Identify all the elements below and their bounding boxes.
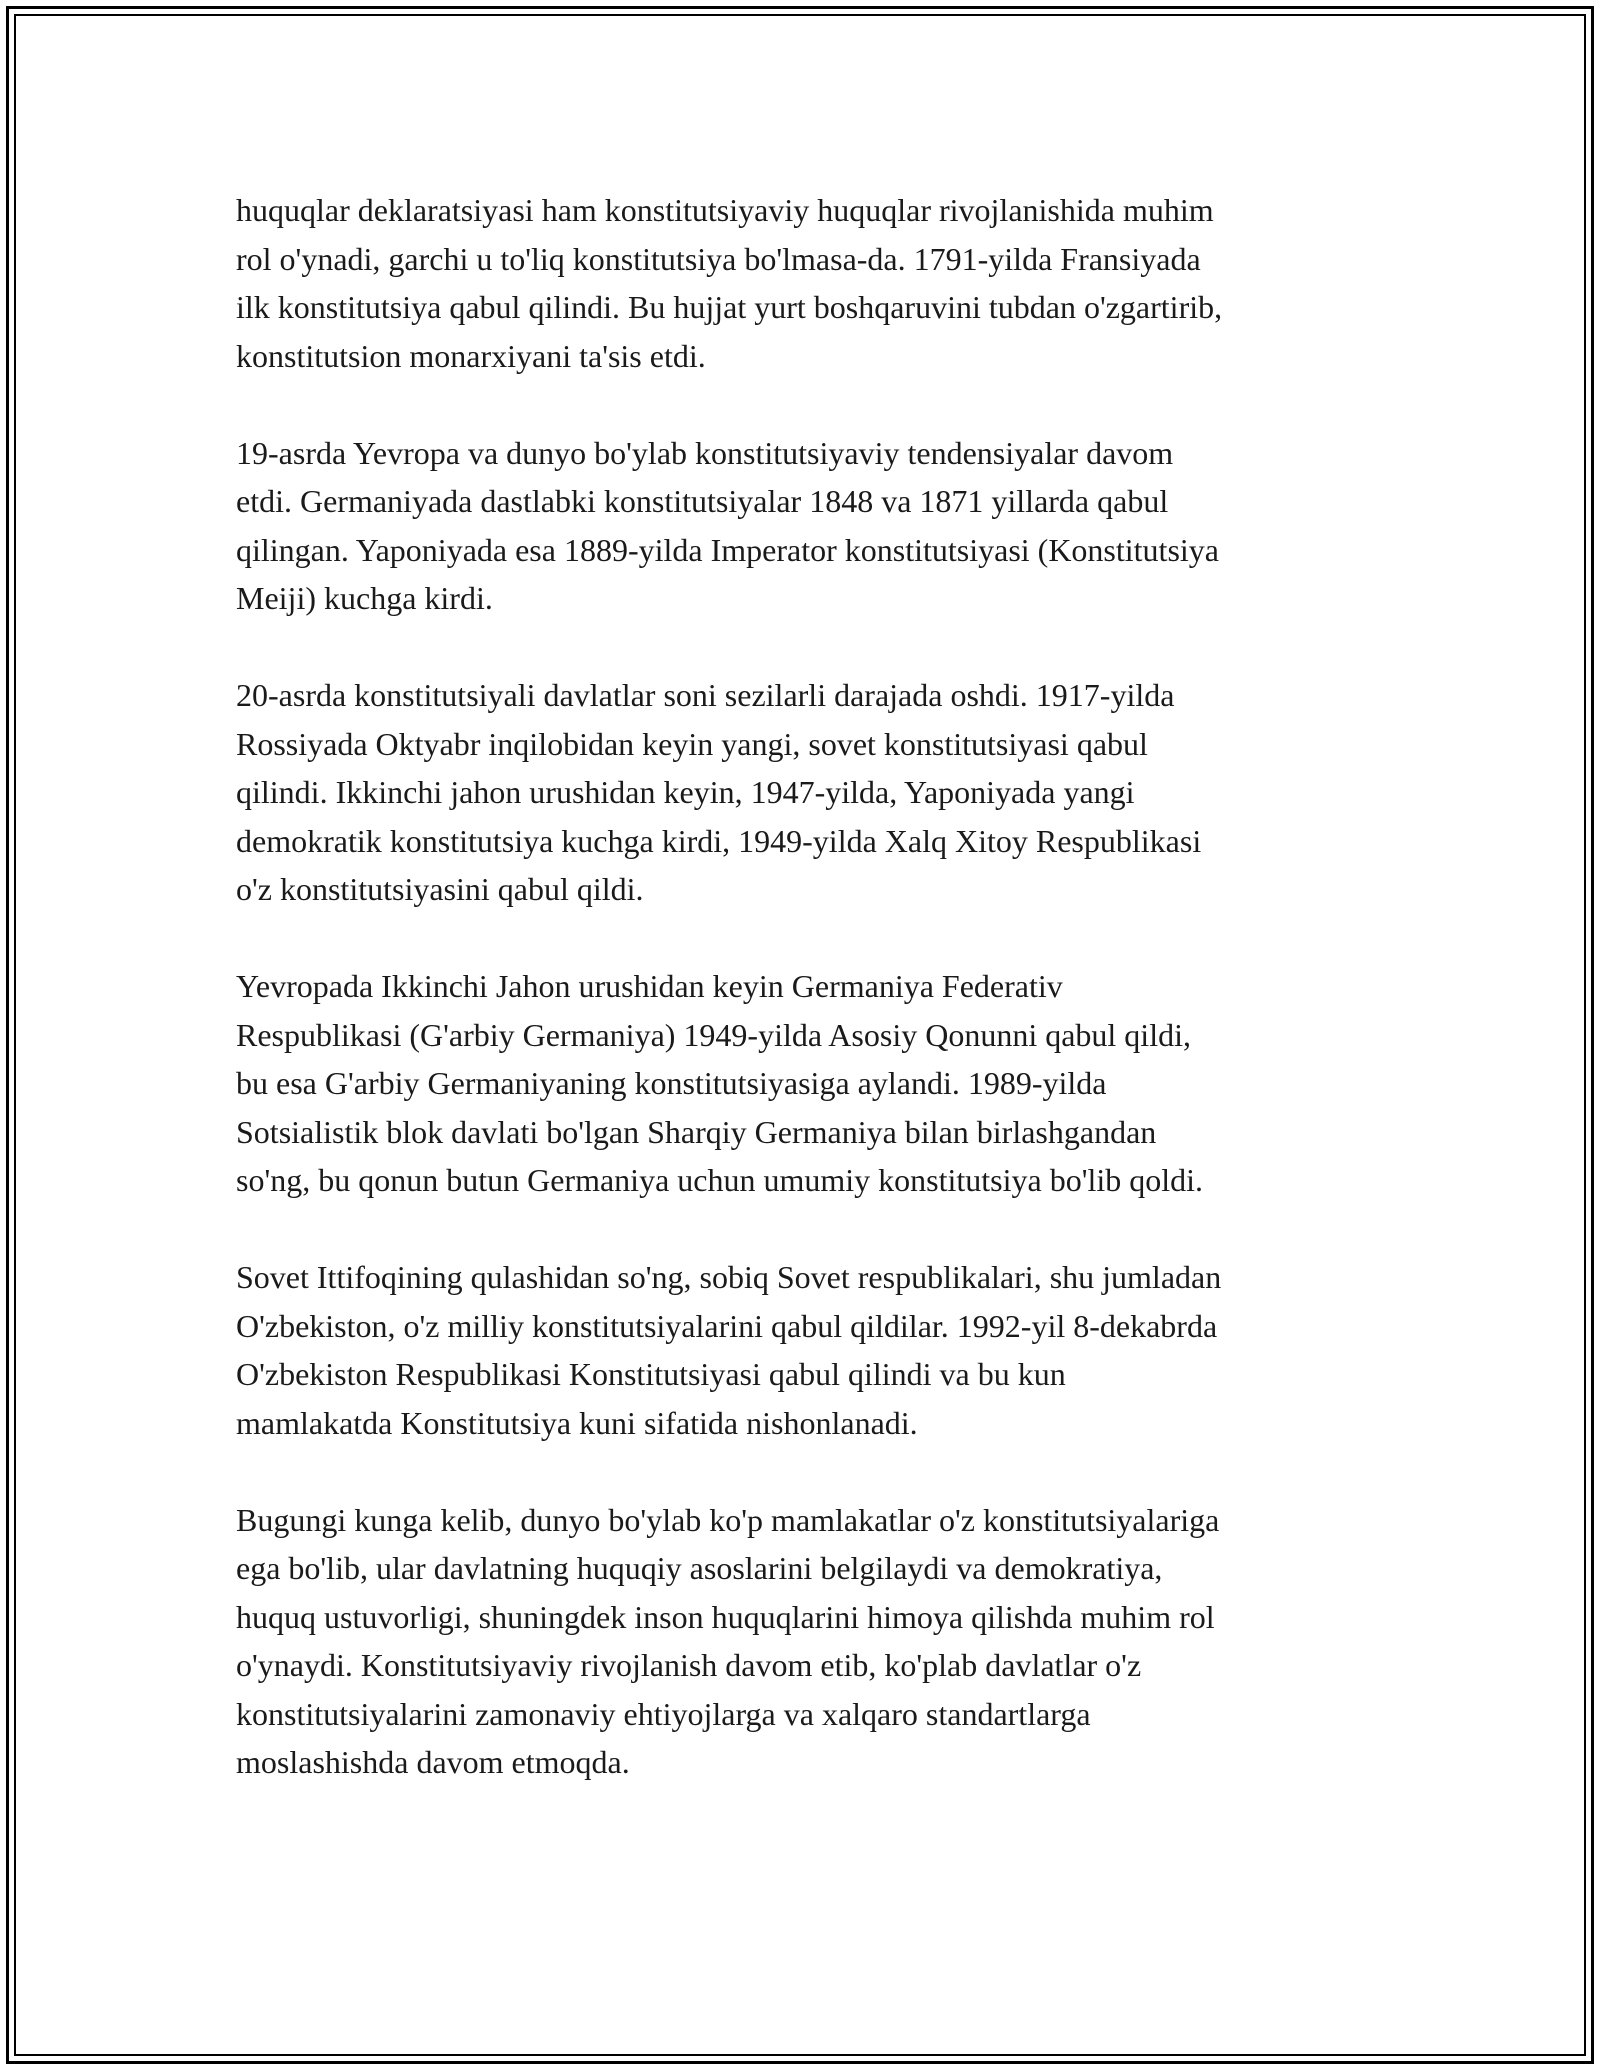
paragraph-20th-century: 20-asrda konstitutsiyali davlatlar soni sezilarli darajada oshdi. 1917-yilda Rossiyada Oktyabr inqilobidan keyin yangi, sovet konstitutsiyasi qabul qilindi. Ikkinchi jahon urushidan keyin, 1947-yilda, Yaponiyada yangi demokratik konstitutsiya kuchga kirdi, 1949-yilda Xalq Xitoy Respublikasi o'z konstitutsiyasini qabul qildi. <box>236 677 1202 907</box>
paragraph-19th-century: 19-asrda Yevropa va dunyo bo'ylab konstitutsiyaviy tendensiyalar davom etdi. Germaniyada dastlabki konstitutsiyalar 1848 va 1871 yillarda qabul qilingan. Yaponiyada esa 1889-yilda Imperator konstitutsiyasi (Konstitutsiya Meiji) kuchga kirdi. <box>236 434 1219 616</box>
document-body <box>236 186 1376 1835</box>
paragraph-bill-of-rights-france: huquqlar deklaratsiyasi ham konstitutsiyaviy huquqlar rivojlanishida muhim rol o'ynadi, garchi u to'liq konstitutsiya bo'lmasa-da. 1791-yilda Fransiyada ilk konstitutsiya qabul qilindi. Bu hujjat yurt boshqaruvini tubdan o'zgartirib, konstitutsion monarxiyani ta'sis etdi. <box>236 192 1223 374</box>
paragraph-uzbekistan: Sovet Ittifoqining qulashidan so'ng, sobiq Sovet respublikalari, shu jumladan O'zbekiston, o'z milliy konstitutsiyalarini qabul qildilar. 1992-yil 8-dekabrda O'zbekiston Respublikasi Konstitutsiyasi qabul qilindi va bu kun mamlakatda Konstitutsiya kuni sifatida nishonlanadi. <box>236 1259 1222 1441</box>
paragraph-today: Bugungi kunga kelib, dunyo bo'ylab ko'p mamlakatlar o'z konstitutsiyalariga ega bo'lib, ular davlatning huquqiy asoslarini belgilaydi va demokratiya, huquq ustuvorligi, shuningdek inson huquqlarini himoya qilishda muhim rol o'ynaydi. Konstitutsiyaviy rivojlanish davom etib, ko'plab davlatlar o'z konstitutsiyalarini zamonaviy ehtiyojlarga va xalqaro standartlarga moslashishda davom etmoqda. <box>236 1501 1220 1780</box>
paragraph-germany: Yevropada Ikkinchi Jahon urushidan keyin Germaniya Federativ Respublikasi (G'arbiy Germaniya) 1949-yilda Asosiy Qonunni qabul qildi, bu esa G'arbiy Germaniyaning konstitutsiyasiga aylandi. 1989-yilda Sotsialistik blok davlati bo'lgan Sharqiy Germaniya bilan birlashgandan so'ng, bu qonun butun Germaniya uchun umumiy konstitutsiya bo'lib qoldi. <box>236 968 1204 1198</box>
